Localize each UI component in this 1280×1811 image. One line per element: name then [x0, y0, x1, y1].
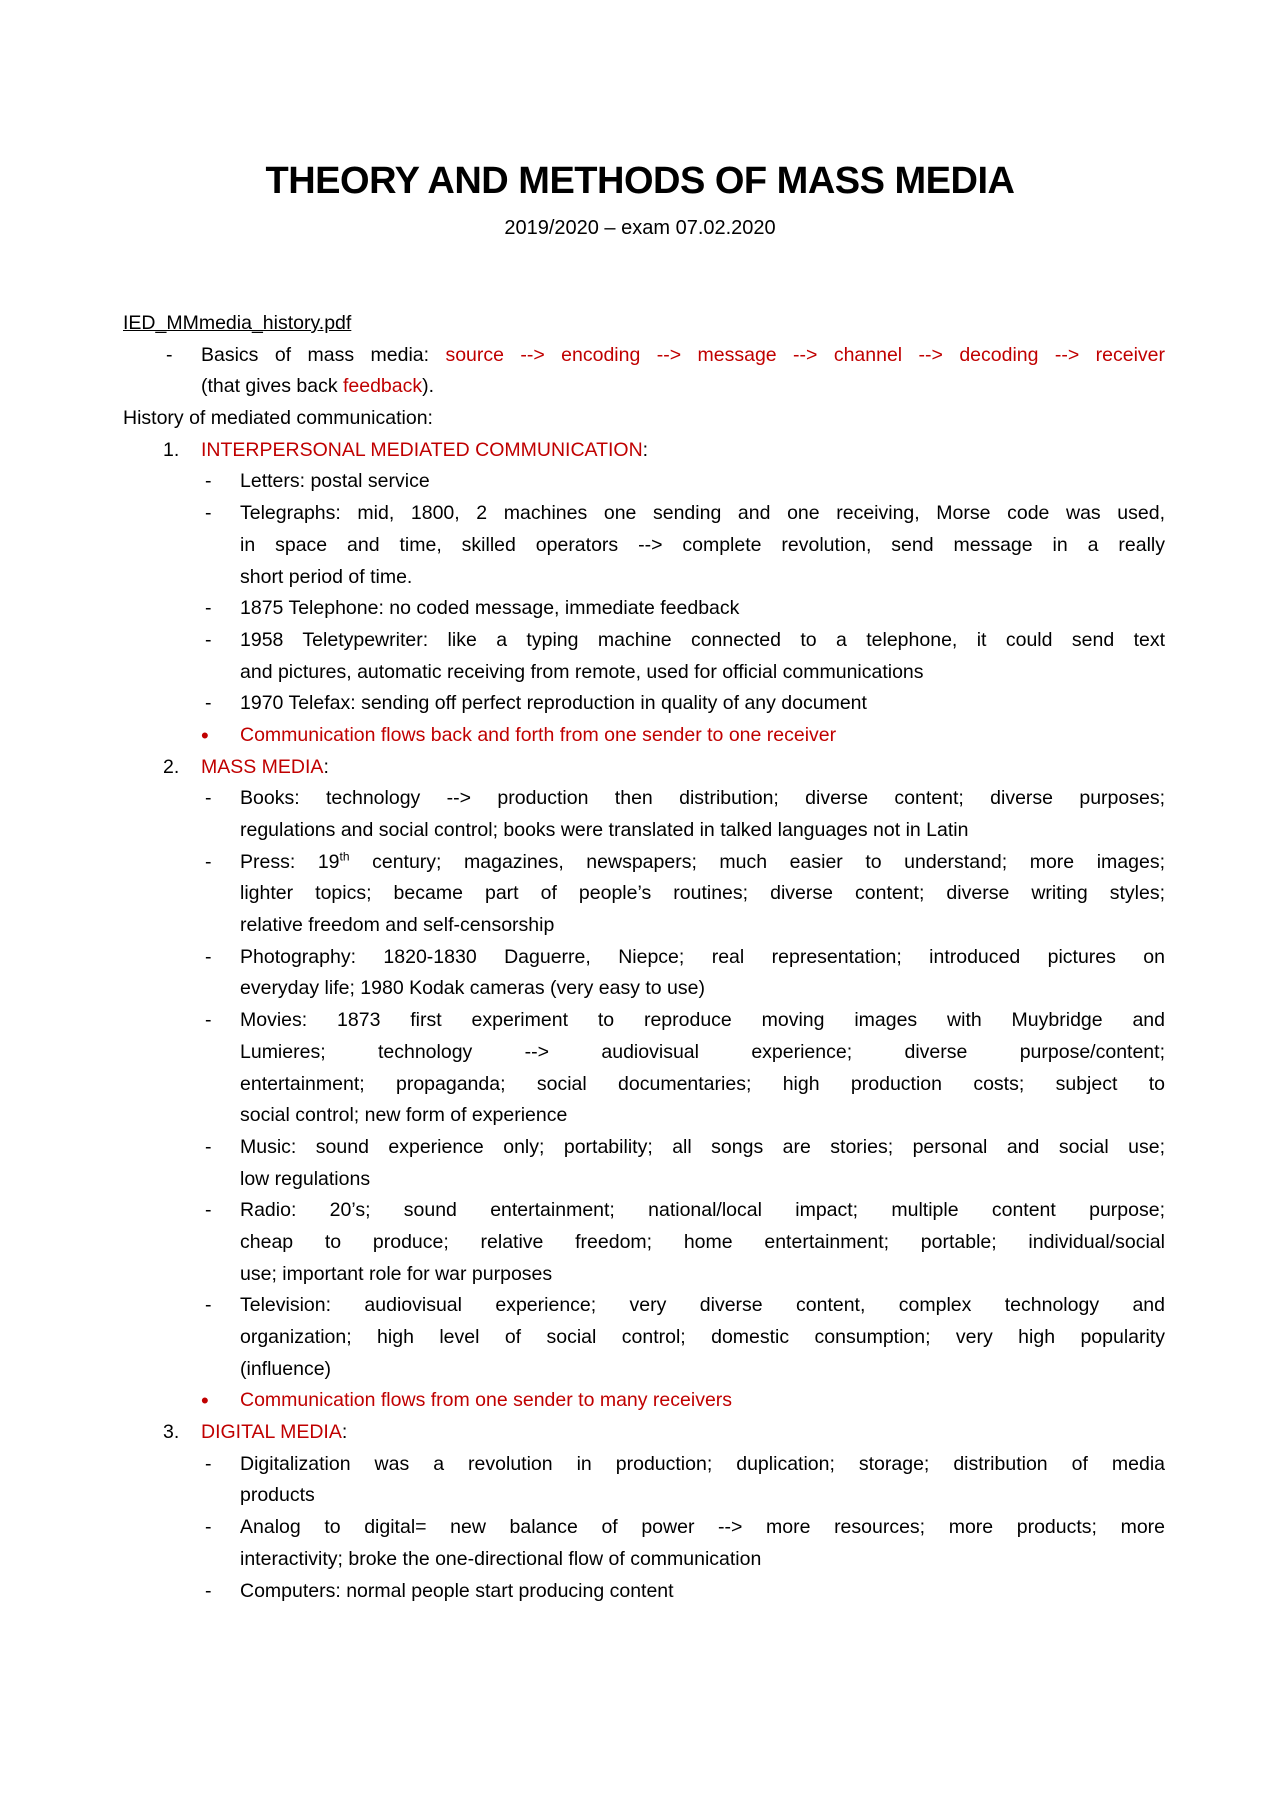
line-text	[123, 403, 1165, 435]
text-line	[0, 625, 1280, 657]
list-number: 3.	[163, 1421, 180, 1444]
line-text	[240, 1005, 1165, 1037]
bullet-icon: •	[201, 722, 209, 748]
dash-marker: -	[205, 502, 212, 525]
line-text	[240, 562, 1165, 594]
dash-marker: -	[166, 343, 173, 366]
text-line	[0, 1544, 1280, 1576]
line-text	[240, 1480, 1165, 1512]
text-line	[0, 720, 1280, 752]
text-line	[0, 1480, 1280, 1512]
text-line	[0, 910, 1280, 942]
line-text	[240, 1164, 1165, 1196]
line-text	[240, 1195, 1165, 1227]
text-line	[0, 1005, 1280, 1037]
text-line	[0, 1354, 1280, 1386]
line-text	[240, 1100, 1165, 1132]
highlighted-text: feedback	[342, 375, 423, 398]
text-segment: Television: audiovisual experience; very diverse content, complex technology and	[240, 1294, 1165, 1317]
text-line	[0, 688, 1280, 720]
line-text	[240, 1512, 1165, 1544]
text-line	[0, 1100, 1280, 1132]
text-segment: interactivity; broke the one-directional flow of communication	[240, 1547, 762, 1570]
document-subtitle: 2019/2020 – exam 07.02.2020	[504, 217, 776, 239]
text-segment: Basics of mass media:	[201, 343, 446, 366]
line-text	[240, 1227, 1165, 1259]
text-line	[0, 752, 1280, 784]
list-number: 1.	[163, 438, 180, 461]
text-line	[0, 435, 1280, 467]
source-filename: IED_MMmedia_history.pdf	[123, 312, 352, 334]
line-text	[240, 1385, 1165, 1417]
text-line	[0, 1385, 1280, 1417]
dash-marker: -	[205, 1516, 212, 1539]
list-number: 2.	[163, 755, 180, 778]
line-text	[201, 1417, 1165, 1449]
line-text	[240, 466, 1165, 498]
bullet-icon: •	[201, 1388, 209, 1414]
line-text	[123, 308, 1165, 340]
dash-marker: -	[205, 692, 212, 715]
text-segment: Telegraphs: mid, 1800, 2 machines one sending and one receiving, Morse code was used,	[240, 502, 1165, 525]
document-body	[0, 308, 1280, 1607]
text-segment: low regulations	[240, 1167, 371, 1190]
text-segment: Digitalization was a revolution in production; duplication; storage; distribution of media	[240, 1452, 1165, 1475]
dash-marker: -	[205, 470, 212, 493]
text-segment: :	[642, 438, 649, 461]
text-line	[0, 308, 1280, 340]
line-text	[240, 1354, 1165, 1386]
dash-marker: -	[205, 850, 212, 873]
highlighted-text: Communication flows back and forth from one sender to one receiver	[240, 723, 837, 746]
line-text	[240, 498, 1165, 530]
line-text	[240, 1037, 1165, 1069]
text-segment: ).	[422, 375, 435, 398]
text-segment: (that gives back	[201, 375, 343, 398]
line-text	[240, 1449, 1165, 1481]
line-text	[240, 910, 1165, 942]
text-line	[0, 1259, 1280, 1291]
text-segment: History of mediated communication:	[123, 407, 433, 430]
highlighted-text: INTERPERSONAL MEDIATED COMMUNICATION	[201, 438, 643, 461]
dash-marker: -	[205, 1452, 212, 1475]
text-segment: organization; high level of social control; domestic consumption; very high popularity	[240, 1326, 1165, 1348]
text-segment: 1970 Telefax: sending off perfect reproduction in quality of any document	[240, 692, 867, 715]
line-text	[201, 340, 1165, 372]
text-line	[0, 657, 1280, 689]
text-segment: century; magazines, newspapers; much easier to understand; more images;	[349, 850, 1165, 873]
text-segment: cheap to produce; relative freedom; home entertainment; portable; individual/social	[240, 1230, 1165, 1253]
text-segment: (influence)	[240, 1357, 332, 1380]
text-line	[0, 1290, 1280, 1322]
line-text	[240, 688, 1165, 720]
text-line	[0, 942, 1280, 974]
text-segment: Photography: 1820-1830 Daguerre, Niepce; real representation; introduced pictures on	[240, 945, 1165, 968]
dash-marker: -	[205, 1199, 212, 1222]
text-segment: Music: sound experience only; portability; all songs are stories; personal and social use;	[240, 1135, 1165, 1158]
line-text	[240, 1322, 1165, 1354]
text-line	[0, 1227, 1280, 1259]
text-segment: Radio: 20’s; sound entertainment; national/local impact; multiple content purpose;	[240, 1199, 1165, 1222]
text-segment: Movies: 1873 first experiment to reproduce moving images with Muybridge and	[240, 1009, 1165, 1032]
text-line	[0, 466, 1280, 498]
dash-marker: -	[205, 1135, 212, 1158]
text-segment: Books: technology --> production then distribution; diverse content; diverse purposes;	[240, 787, 1165, 810]
document-title: THEORY AND METHODS OF MASS MEDIA	[265, 160, 1015, 202]
line-text	[240, 878, 1165, 910]
line-text	[240, 720, 1165, 752]
text-line	[0, 1132, 1280, 1164]
text-line	[0, 847, 1280, 879]
text-line	[0, 1322, 1280, 1354]
line-text	[240, 1544, 1165, 1576]
text-line	[0, 783, 1280, 815]
text-segment: Computers: normal people start producing content	[240, 1579, 674, 1602]
text-line	[0, 498, 1280, 530]
line-text	[240, 783, 1165, 815]
dash-marker: -	[205, 1294, 212, 1317]
text-line	[0, 1417, 1280, 1449]
line-text	[240, 1132, 1165, 1164]
line-text	[201, 371, 1165, 403]
line-text	[240, 847, 1165, 879]
highlighted-text: MASS MEDIA	[201, 755, 324, 778]
text-segment: :	[323, 755, 329, 778]
text-line	[0, 1037, 1280, 1069]
highlighted-text: source --> encoding --> message --> channel --> decoding --> receiver	[445, 343, 1165, 366]
text-segment: regulations and social control; books were translated in talked languages not in Latin	[240, 819, 969, 841]
text-segment: products	[240, 1484, 315, 1507]
line-text	[240, 530, 1165, 562]
line-text	[240, 657, 1165, 689]
dash-marker: -	[205, 597, 212, 620]
line-text	[240, 1259, 1165, 1291]
text-segment: and pictures, automatic receiving from remote, used for official communications	[240, 660, 924, 683]
text-segment: 1875 Telephone: no coded message, immediate feedback	[240, 597, 740, 620]
text-segment: in space and time, skilled operators --> complete revolution, send message in a really	[240, 533, 1165, 556]
text-segment: use; important role for war purposes	[240, 1262, 553, 1285]
text-line	[0, 1195, 1280, 1227]
dash-marker: -	[205, 1579, 212, 1602]
text-segment: everyday life; 1980 Kodak cameras (very easy to use)	[240, 977, 705, 1000]
line-text	[240, 815, 1165, 847]
text-segment: entertainment; propaganda; social documentaries; high production costs; subject to	[240, 1072, 1165, 1095]
text-segment: Lumieres; technology --> audiovisual experience; diverse purpose/content;	[240, 1040, 1165, 1063]
highlighted-text: Communication flows from one sender to many receivers	[240, 1389, 733, 1412]
line-text	[201, 435, 1165, 467]
line-text	[240, 1576, 1165, 1608]
line-text	[240, 973, 1165, 1005]
line-text	[240, 1069, 1165, 1101]
text-segment: th	[339, 849, 350, 864]
text-line	[0, 340, 1280, 372]
text-line	[0, 403, 1280, 435]
text-segment: social control; new form of experience	[240, 1104, 568, 1127]
line-text	[240, 593, 1165, 625]
text-line	[0, 530, 1280, 562]
text-line	[0, 815, 1280, 847]
text-line	[0, 1449, 1280, 1481]
dash-marker: -	[205, 787, 212, 810]
text-line	[0, 593, 1280, 625]
dash-marker: -	[205, 1009, 212, 1032]
text-line	[0, 1576, 1280, 1608]
line-text	[201, 752, 1165, 784]
text-segment: 1958 Teletypewriter: like a typing machine connected to a telephone, it could send text	[240, 628, 1165, 651]
text-segment: Letters: postal service	[240, 470, 430, 493]
text-segment: Press: 19	[240, 850, 340, 873]
text-line	[0, 1069, 1280, 1101]
text-line	[0, 562, 1280, 594]
text-line	[0, 371, 1280, 403]
dash-marker: -	[205, 945, 212, 968]
line-text	[240, 1290, 1165, 1322]
text-line	[0, 1512, 1280, 1544]
line-text	[240, 625, 1165, 657]
line-text	[240, 942, 1165, 974]
text-segment: Analog to digital= new balance of power --> more resources; more products; more	[240, 1516, 1165, 1539]
text-line	[0, 878, 1280, 910]
text-segment: relative freedom and self-censorship	[240, 914, 555, 937]
text-segment: :	[341, 1421, 348, 1444]
highlighted-text: DIGITAL MEDIA	[201, 1421, 342, 1444]
text-line	[0, 1164, 1280, 1196]
text-segment: lighter topics; became part of people’s routines; diverse content; diverse writing styles;	[240, 882, 1165, 905]
dash-marker: -	[205, 628, 212, 651]
text-line	[0, 973, 1280, 1005]
text-segment: short period of time.	[240, 565, 413, 588]
